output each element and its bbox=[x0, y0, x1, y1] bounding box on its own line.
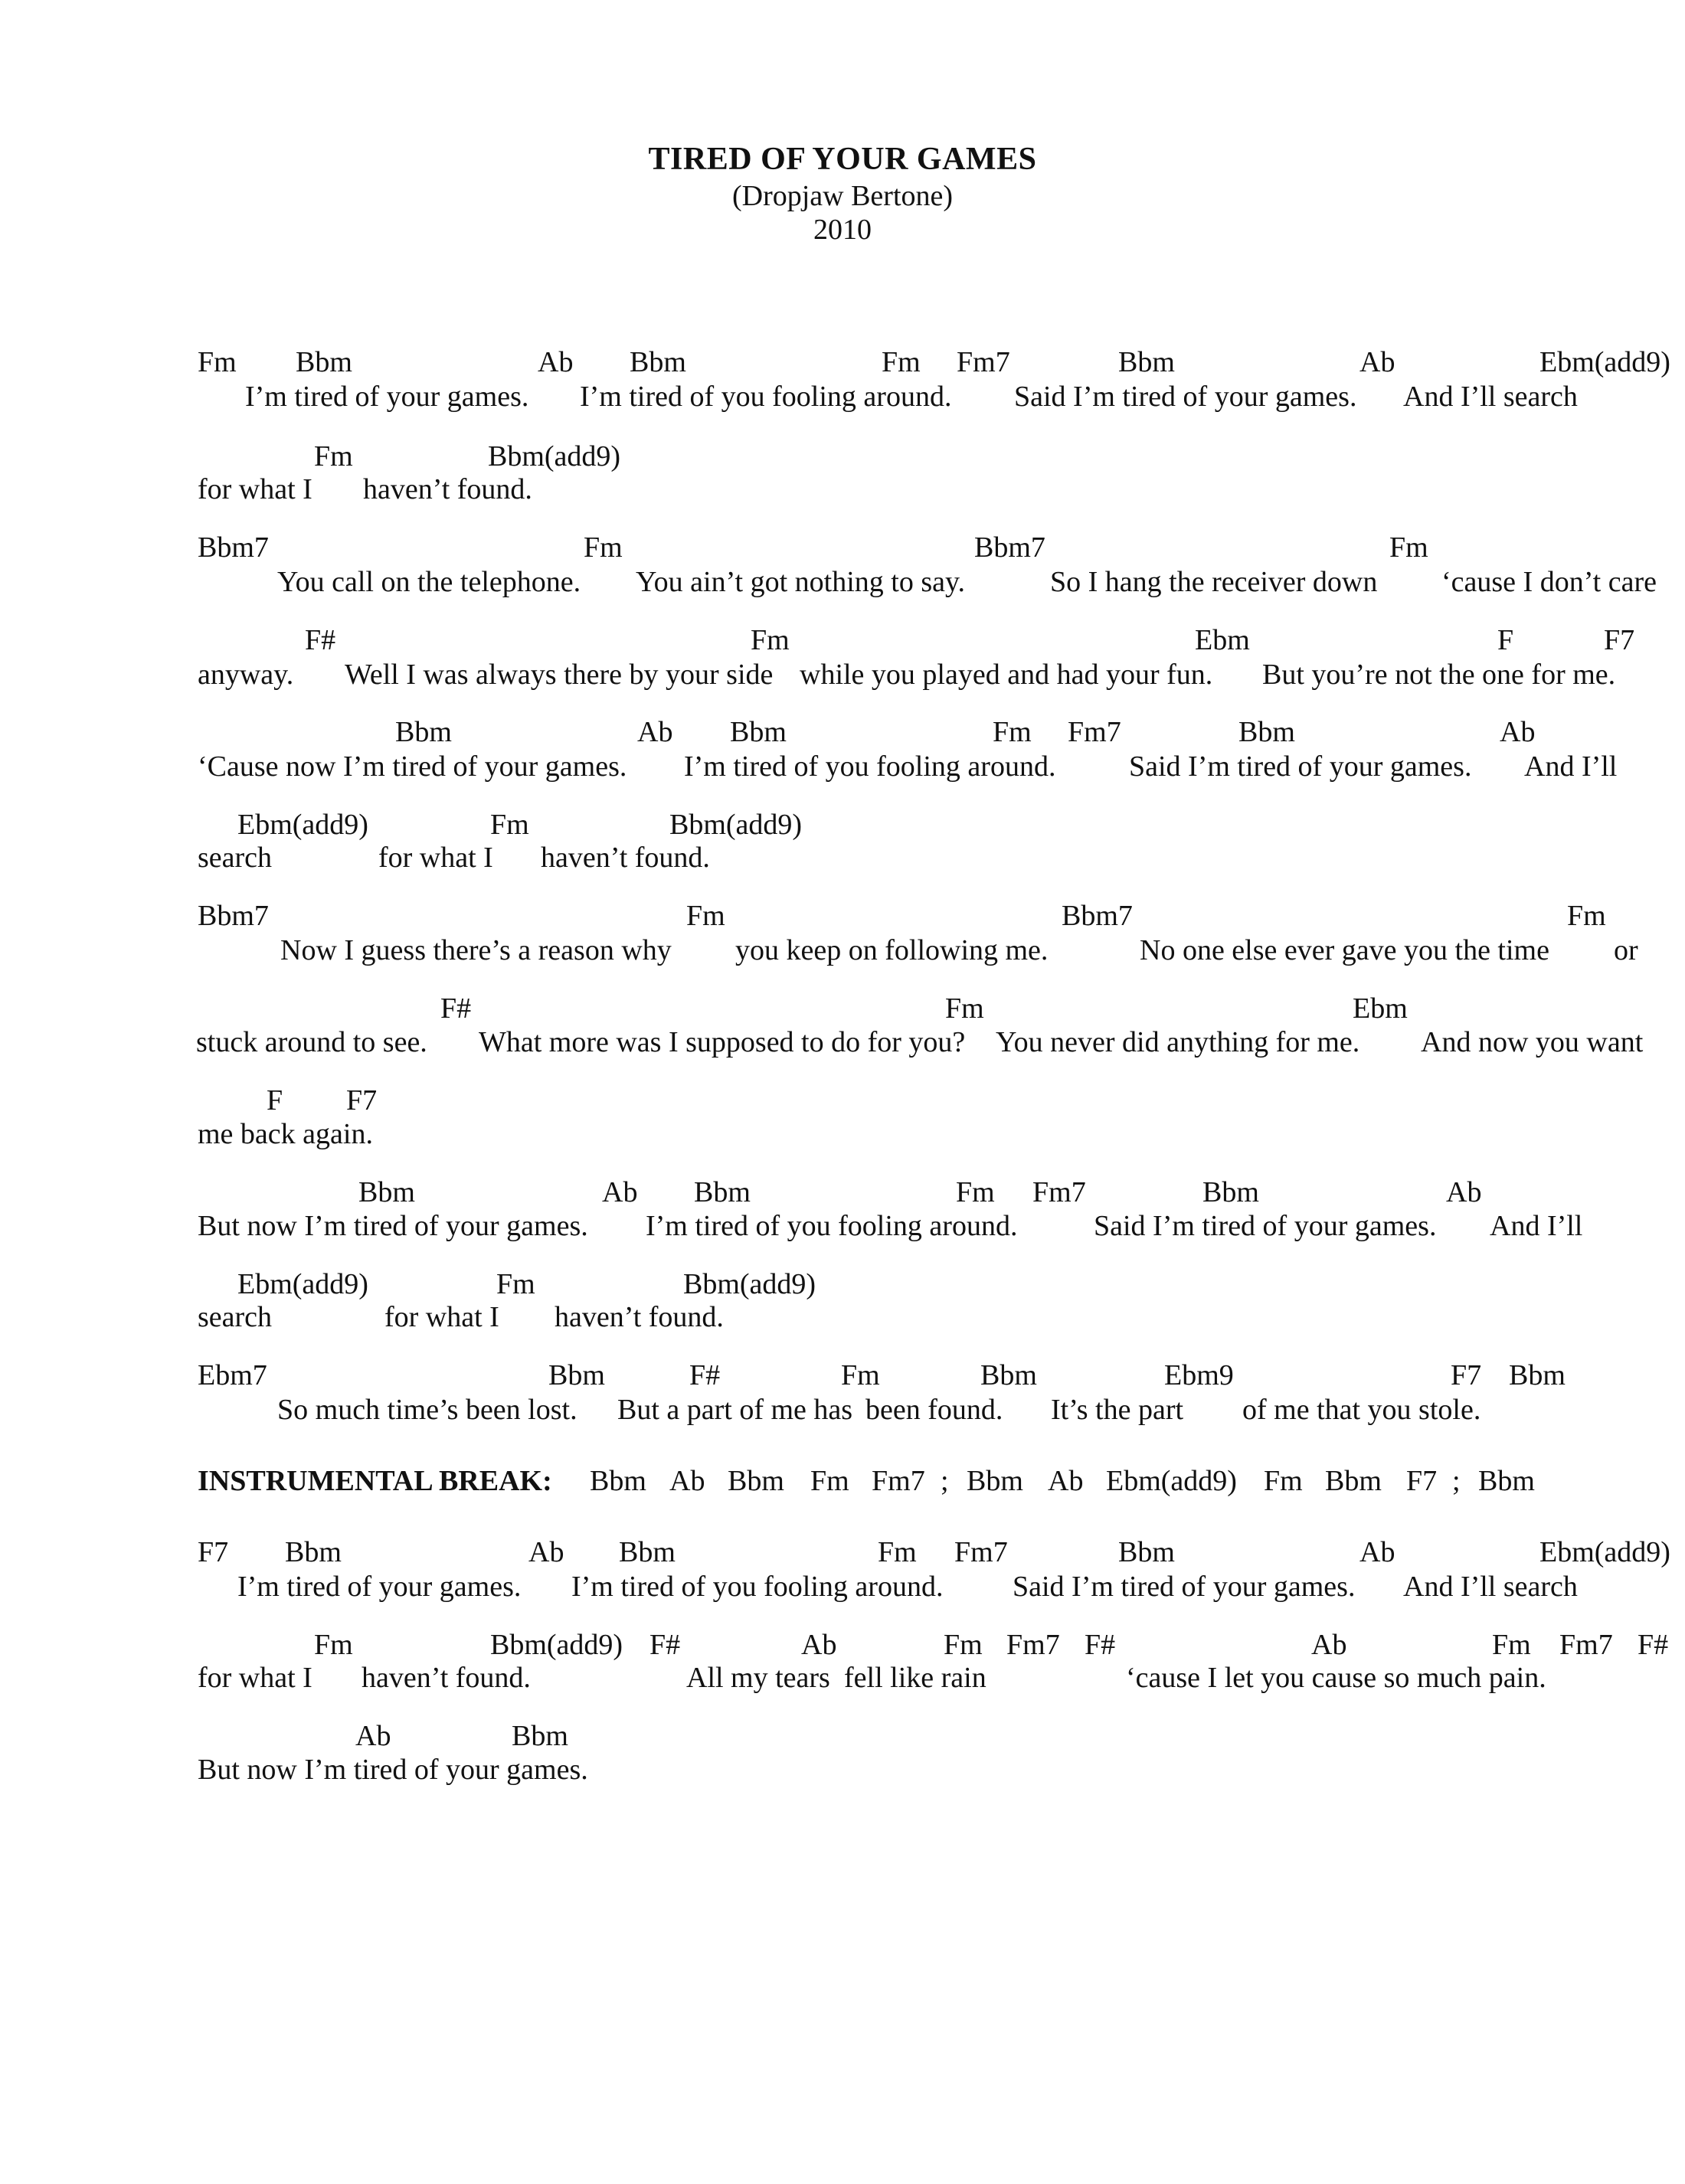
lyric-phrase: search bbox=[198, 842, 273, 874]
lyric-phrase: But now I’m tired of your games. bbox=[198, 1754, 588, 1786]
chord-symbol: F# bbox=[440, 992, 472, 1025]
lyric-phrase: I’m tired of your games. bbox=[245, 381, 529, 413]
chord-symbol: F7 bbox=[198, 1536, 229, 1568]
break-chord-symbol: ; bbox=[1452, 1465, 1461, 1497]
lyric-phrase: haven’t found. bbox=[362, 1662, 531, 1694]
chord-symbol: Bbm7 bbox=[198, 531, 269, 564]
chord-symbol: Ab bbox=[355, 1720, 391, 1752]
lyric-phrase: me back again. bbox=[198, 1118, 373, 1150]
chord-symbol: Fm bbox=[314, 1629, 353, 1661]
chord-symbol: F# bbox=[1085, 1629, 1116, 1661]
chord-symbol: Fm bbox=[944, 1629, 983, 1661]
chord-symbol: Ab bbox=[801, 1629, 837, 1661]
chord-symbol: Bbm(add9) bbox=[669, 809, 803, 841]
lyric-phrase: It’s the part bbox=[1051, 1394, 1184, 1426]
lyric-phrase: All my tears bbox=[686, 1662, 830, 1694]
song-year: 2010 bbox=[813, 214, 872, 246]
chord-symbol: Fm bbox=[956, 1176, 995, 1208]
chord-symbol: Ab bbox=[1446, 1176, 1482, 1208]
chord-symbol: Bbm bbox=[1509, 1359, 1566, 1391]
break-chord-symbol: Ebm(add9) bbox=[1106, 1465, 1237, 1497]
chord-symbol: Bbm7 bbox=[198, 900, 269, 932]
chord-symbol: Fm7 bbox=[957, 346, 1010, 378]
lyric-phrase: you keep on following me. bbox=[735, 934, 1049, 966]
lyric-phrase: ‘Cause now I’m tired of your games. bbox=[198, 750, 627, 783]
lyric-phrase: Said I’m tired of your games. bbox=[1129, 750, 1472, 783]
lyric-phrase: Said I’m tired of your games. bbox=[1013, 1571, 1356, 1603]
lyric-phrase: for what I bbox=[198, 473, 312, 505]
chord-symbol: Bbm bbox=[730, 716, 787, 748]
chord-symbol: Bbm bbox=[630, 346, 686, 378]
chord-symbol: Ebm(add9) bbox=[237, 1268, 368, 1300]
chord-symbol: Fm bbox=[1492, 1629, 1531, 1661]
chord-symbol: Ebm(add9) bbox=[1539, 1536, 1670, 1568]
chord-symbol: Bbm bbox=[395, 716, 452, 748]
chord-symbol: Bbm bbox=[619, 1536, 676, 1568]
chord-symbol: Fm7 bbox=[1032, 1176, 1086, 1208]
lyric-phrase: You ain’t got nothing to say. bbox=[636, 566, 966, 598]
chord-symbol: F# bbox=[305, 624, 336, 656]
chord-symbol: Fm7 bbox=[1068, 716, 1121, 748]
chord-symbol: Bbm(add9) bbox=[490, 1629, 623, 1661]
chord-symbol: F# bbox=[689, 1359, 721, 1391]
chord-symbol: Fm bbox=[882, 346, 921, 378]
chord-symbol: Fm bbox=[314, 440, 353, 472]
lyric-phrase: I’m tired of your games. bbox=[237, 1571, 522, 1603]
chord-symbol: Bbm bbox=[1118, 346, 1175, 378]
lyric-phrase: No one else ever gave you the time bbox=[1140, 934, 1549, 966]
break-chord-symbol: Bbm bbox=[728, 1465, 784, 1497]
break-chord-symbol: Fm bbox=[1264, 1465, 1303, 1497]
chord-symbol: Bbm bbox=[1118, 1536, 1175, 1568]
song-title: TIRED OF YOUR GAMES bbox=[648, 142, 1037, 177]
chord-symbol: Ab bbox=[1359, 346, 1395, 378]
lyric-phrase: And I’ll search bbox=[1403, 1571, 1578, 1603]
chord-symbol: Ab bbox=[538, 346, 574, 378]
chord-symbol: Ab bbox=[1500, 716, 1536, 748]
lyric-phrase: But you’re not the one for me. bbox=[1262, 659, 1616, 691]
chord-symbol: Bbm bbox=[548, 1359, 605, 1391]
chord-symbol: Fm7 bbox=[1006, 1629, 1060, 1661]
chord-symbol: Ebm(add9) bbox=[1539, 346, 1670, 378]
lyric-phrase: while you played and had your fun. bbox=[800, 659, 1213, 691]
lyric-phrase: haven’t found. bbox=[541, 842, 710, 874]
lyric-phrase: ‘cause I let you cause so much pain. bbox=[1126, 1662, 1546, 1694]
chord-symbol: Fm bbox=[198, 346, 237, 378]
lyric-phrase: ‘cause I don’t care bbox=[1441, 566, 1657, 598]
break-chord-symbol: Fm7 bbox=[872, 1465, 925, 1497]
lyric-phrase: And now you want bbox=[1421, 1026, 1644, 1058]
instrumental-break-label: INSTRUMENTAL BREAK: bbox=[198, 1465, 552, 1497]
lyric-phrase: for what I bbox=[384, 1301, 499, 1333]
lyric-phrase: You never did anything for me. bbox=[996, 1026, 1360, 1058]
lyric-phrase: Well I was always there by your side bbox=[345, 659, 774, 691]
chord-symbol: Fm bbox=[1389, 531, 1428, 564]
lyric-phrase: But a part of me has bbox=[617, 1394, 853, 1426]
lyric-phrase: And I’ll search bbox=[1403, 381, 1578, 413]
chord-symbol: Bbm bbox=[296, 346, 352, 378]
chord-symbol: Fm bbox=[490, 809, 529, 841]
chord-symbol: Bbm bbox=[694, 1176, 751, 1208]
lyric-phrase: or bbox=[1614, 934, 1638, 966]
break-chord-symbol: Bbm bbox=[590, 1465, 646, 1497]
lyric-phrase: And I’ll bbox=[1490, 1210, 1583, 1242]
chord-symbol: Fm bbox=[584, 531, 623, 564]
chord-symbol: Ab bbox=[637, 716, 673, 748]
chord-symbol: Ebm bbox=[1195, 624, 1250, 656]
lyric-phrase: been found. bbox=[865, 1394, 1003, 1426]
lyric-phrase: for what I bbox=[198, 1662, 312, 1694]
chord-symbol: F# bbox=[649, 1629, 681, 1661]
chord-symbol: Bbm bbox=[980, 1359, 1037, 1391]
lyric-phrase: So I hang the receiver down bbox=[1050, 566, 1378, 598]
lyric-phrase: of me that you stole. bbox=[1242, 1394, 1481, 1426]
chord-symbol: Bbm(add9) bbox=[683, 1268, 816, 1300]
chord-symbol: Ebm(add9) bbox=[237, 809, 368, 841]
break-chord-symbol: Fm bbox=[810, 1465, 849, 1497]
break-chord-symbol: Ab bbox=[669, 1465, 705, 1497]
chord-symbol: Bbm bbox=[512, 1720, 568, 1752]
lyric-phrase: search bbox=[198, 1301, 273, 1333]
lyric-phrase: fell like rain bbox=[844, 1662, 986, 1694]
chord-symbol: Ebm9 bbox=[1164, 1359, 1234, 1391]
lyric-phrase: stuck around to see. bbox=[196, 1026, 427, 1058]
chord-symbol: Bbm bbox=[1238, 716, 1295, 748]
chord-symbol: F7 bbox=[1604, 624, 1635, 656]
chord-symbol: F7 bbox=[1451, 1359, 1482, 1391]
break-chord-symbol: Bbm bbox=[1478, 1465, 1535, 1497]
lyric-phrase: anyway. bbox=[198, 659, 294, 691]
chord-symbol: Fm7 bbox=[954, 1536, 1008, 1568]
lyric-phrase: I’m tired of you fooling around. bbox=[684, 750, 1056, 783]
lyric-phrase: for what I bbox=[378, 842, 493, 874]
lyric-phrase: I’m tired of you fooling around. bbox=[571, 1571, 944, 1603]
chord-symbol: Ab bbox=[528, 1536, 564, 1568]
chord-symbol: Fm bbox=[945, 992, 984, 1025]
lyric-phrase: haven’t found. bbox=[555, 1301, 724, 1333]
chord-symbol: Ab bbox=[1311, 1629, 1347, 1661]
chord-symbol: Bbm7 bbox=[1062, 900, 1133, 932]
lyric-phrase: You call on the telephone. bbox=[277, 566, 581, 598]
lyric-phrase: Said I’m tired of your games. bbox=[1094, 1210, 1437, 1242]
chord-symbol: Ebm bbox=[1353, 992, 1408, 1025]
chord-symbol: F bbox=[1497, 624, 1514, 656]
chord-symbol: F bbox=[267, 1084, 283, 1117]
break-chord-symbol: Bbm bbox=[967, 1465, 1023, 1497]
chord-symbol: Bbm bbox=[285, 1536, 342, 1568]
break-chord-symbol: Ab bbox=[1048, 1465, 1084, 1497]
chord-symbol: Fm bbox=[686, 900, 725, 932]
chord-symbol: Ebm7 bbox=[198, 1359, 267, 1391]
lyric-phrase: But now I’m tired of your games. bbox=[198, 1210, 588, 1242]
chord-symbol: Fm bbox=[1567, 900, 1606, 932]
chord-symbol: Bbm7 bbox=[974, 531, 1045, 564]
break-chord-symbol: ; bbox=[941, 1465, 949, 1497]
chord-symbol: Ab bbox=[1359, 1536, 1395, 1568]
lyric-phrase: So much time’s been lost. bbox=[277, 1394, 577, 1426]
chord-symbol: F# bbox=[1638, 1629, 1669, 1661]
song-artist: (Dropjaw Bertone) bbox=[731, 180, 954, 212]
lyric-phrase: haven’t found. bbox=[363, 473, 532, 505]
lyric-phrase: And I’ll bbox=[1524, 750, 1618, 783]
break-chord-symbol: Bbm bbox=[1325, 1465, 1382, 1497]
lyric-phrase: What more was I supposed to do for you? bbox=[479, 1026, 966, 1058]
chord-symbol: Bbm(add9) bbox=[488, 440, 621, 472]
lyric-phrase: Said I’m tired of your games. bbox=[1014, 381, 1357, 413]
chord-symbol: Fm bbox=[751, 624, 790, 656]
chord-symbol: Bbm bbox=[1202, 1176, 1259, 1208]
chord-symbol: Fm bbox=[993, 716, 1032, 748]
lyric-phrase: Now I guess there’s a reason why bbox=[280, 934, 672, 966]
lyric-phrase: I’m tired of you fooling around. bbox=[580, 381, 952, 413]
chord-symbol: Fm bbox=[878, 1536, 917, 1568]
lyric-phrase: I’m tired of you fooling around. bbox=[646, 1210, 1018, 1242]
chord-symbol: Fm bbox=[841, 1359, 880, 1391]
chord-symbol: Bbm bbox=[358, 1176, 415, 1208]
chord-symbol: Fm7 bbox=[1559, 1629, 1613, 1661]
chord-symbol: Ab bbox=[602, 1176, 638, 1208]
break-chord-symbol: F7 bbox=[1406, 1465, 1438, 1497]
chord-symbol: F7 bbox=[346, 1084, 378, 1117]
chord-symbol: Fm bbox=[496, 1268, 535, 1300]
